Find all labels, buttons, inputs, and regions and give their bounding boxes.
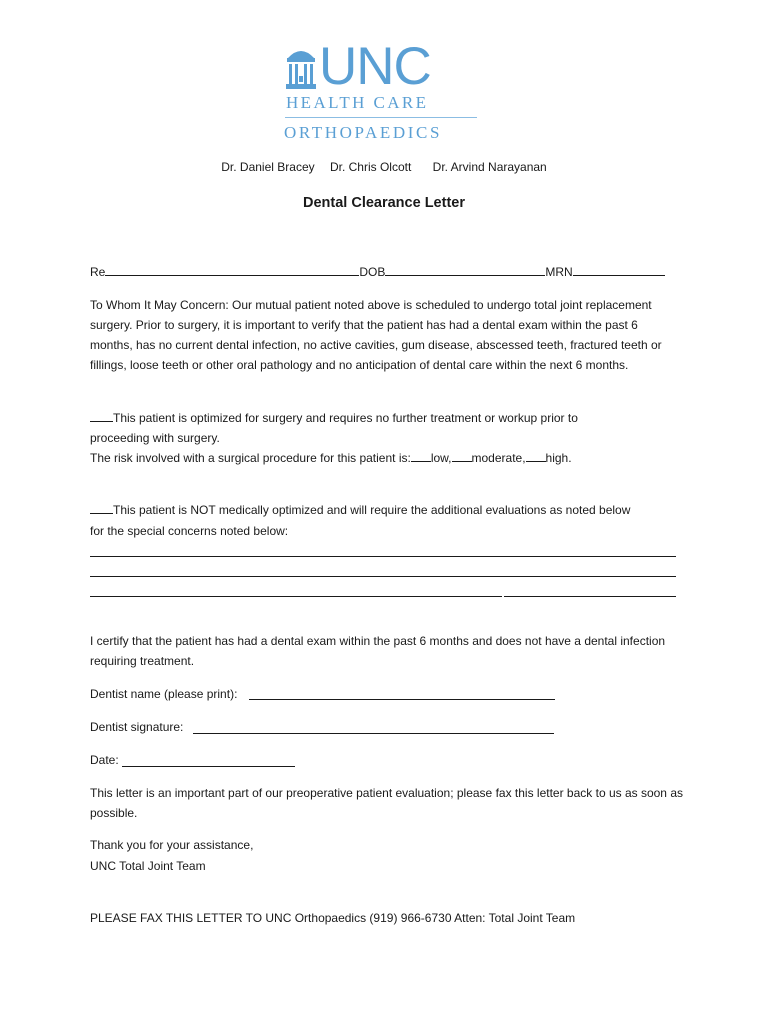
- option-optimized-line1: [90, 408, 578, 428]
- page-title: Dental Clearance Letter: [303, 195, 465, 211]
- certify-paragraph: I certify that the patient has had a dental exam within the past 6 months and does not have a dental infection requiring treatment.: [90, 634, 666, 668]
- option-optimized-line2: proceeding with surgery.: [90, 431, 220, 445]
- closing-team: UNC Total Joint Team: [90, 859, 206, 873]
- dob-label: DOB: [359, 265, 386, 279]
- logo-orthopaedics-text: ORTHOPAEDICS: [284, 123, 443, 142]
- mrn-field[interactable]: [573, 262, 665, 276]
- dentist-signature-field[interactable]: [193, 733, 554, 734]
- risk-high-blank[interactable]: [526, 448, 546, 462]
- doctor-name: Dr. Arvind Narayanan: [432, 160, 547, 174]
- doctor-name: Dr. Daniel Bracey: [221, 160, 315, 174]
- risk-high-label: high.: [545, 451, 572, 465]
- dentist-name-row: [90, 684, 237, 704]
- re-field[interactable]: [105, 262, 359, 276]
- risk-moderate-blank[interactable]: [452, 448, 472, 462]
- option-not-optimized-line1: [90, 500, 630, 520]
- date-label: Date:: [90, 753, 119, 767]
- concerns-line[interactable]: [90, 596, 502, 597]
- risk-low-blank[interactable]: [411, 448, 431, 462]
- concerns-line[interactable]: [90, 556, 676, 557]
- risk-line: [90, 448, 572, 468]
- logo-unc-text: UNC: [319, 37, 431, 96]
- closing-thanks: Thank you for your assistance,: [90, 838, 254, 852]
- risk-low-label: low,: [430, 451, 452, 465]
- dentist-signature-label: Dentist signature:: [90, 720, 184, 734]
- dentist-signature-row: [90, 717, 183, 737]
- intro-paragraph: To Whom It May Concern: Our mutual patient noted above is scheduled to undergo total joint replacement surgery. Prior to surgery, it is important to verify that the patient has had a dental exam within the past 6 months, has no current dental infection, no active cavities, gum disease, abscessed teeth, fractured teeth or fillings, loose teeth or other oral pathology and no anticipation of dental care within the next 6 months.: [90, 298, 662, 372]
- fax-request-paragraph: This letter is an important part of our preoperative patient evaluation; please fax this letter back to us as soon as possible.: [90, 786, 683, 820]
- mrn-label: MRN: [545, 265, 573, 279]
- risk-prefix: The risk involved with a surgical procedure for this patient is:: [90, 451, 411, 465]
- optimized-checkbox-blank[interactable]: [90, 408, 113, 422]
- option-not-optimized-line2: for the special concerns noted below:: [90, 524, 289, 538]
- doctor-list: [0, 160, 768, 174]
- not-optimized-checkbox-blank[interactable]: [90, 500, 113, 514]
- concerns-line[interactable]: [504, 596, 676, 597]
- logo-divider: [285, 117, 477, 118]
- dob-field[interactable]: [385, 262, 545, 276]
- old-well-icon: [285, 46, 317, 92]
- logo-health-care-text: HEALTH CARE: [286, 93, 429, 112]
- dentist-name-label: Dentist name (please print):: [90, 687, 238, 701]
- patient-info-line: [90, 262, 665, 282]
- risk-moderate-label: moderate,: [471, 451, 526, 465]
- re-label: Re: [90, 265, 106, 279]
- date-field[interactable]: [122, 766, 295, 767]
- option-not-optimized-text: This patient is NOT medically optimized and will require the additional evaluations as noted below: [113, 503, 631, 517]
- doctor-name: Dr. Chris Olcott: [329, 160, 412, 174]
- dentist-name-field[interactable]: [249, 699, 555, 700]
- option-optimized-text: This patient is optimized for surgery and requires no further treatment or workup prior to: [113, 411, 578, 425]
- unc-health-care-logo: [283, 37, 483, 146]
- concerns-line[interactable]: [90, 576, 676, 577]
- date-row: [90, 750, 119, 770]
- fax-instructions-footer: PLEASE FAX THIS LETTER TO UNC Orthopaedics (919) 966-6730 Atten: Total Joint Team: [90, 911, 576, 925]
